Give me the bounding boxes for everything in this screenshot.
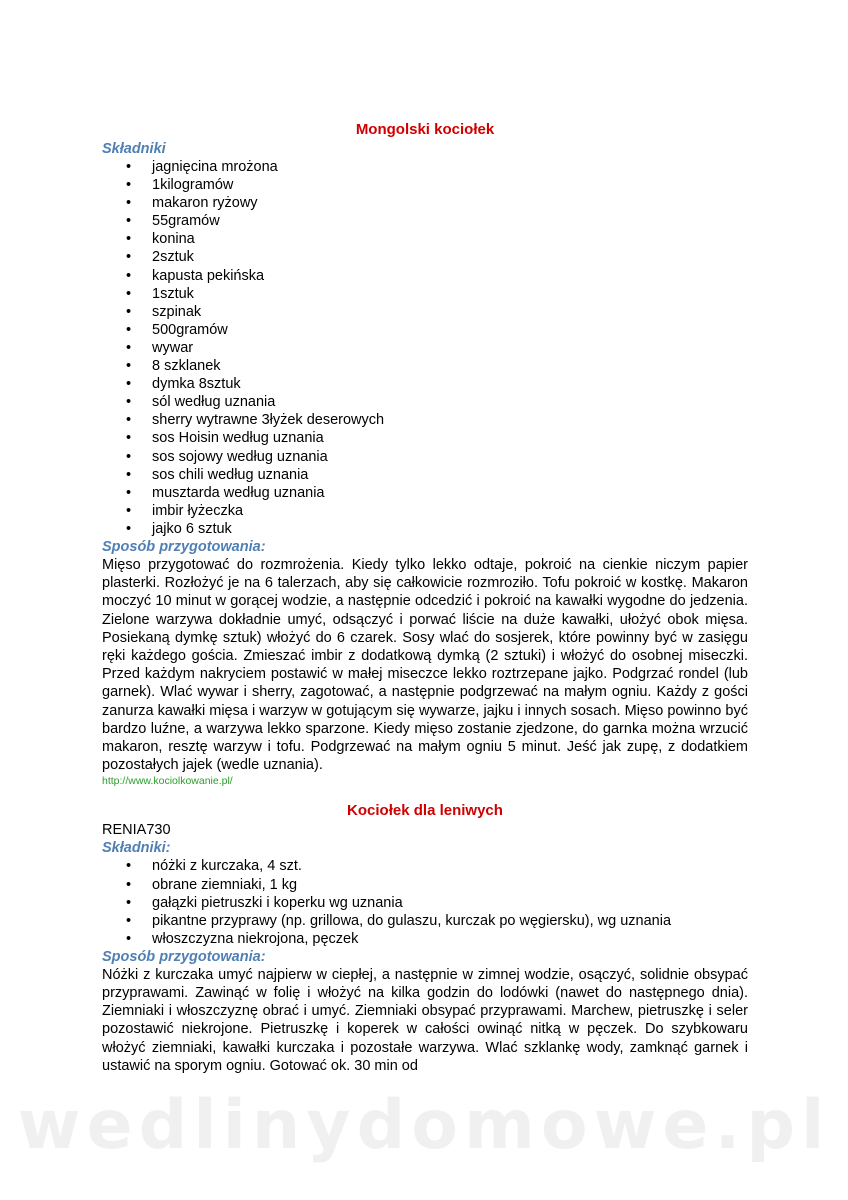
- ingredient-item: • gałązki pietruszki i koperku wg uznania: [102, 894, 748, 912]
- recipe1-ingredients-list: [102, 158, 748, 538]
- watermark: wedlinydomowe.pl: [17, 1086, 831, 1165]
- ingredient-item: • obrane ziemniaki, 1 kg: [102, 876, 748, 894]
- ingredient-item: • sos sojowy według uznania: [102, 448, 748, 466]
- recipe2-method-text: Nóżki z kurczaka umyć najpierw w ciepłej, a następnie w zimnej wodzie, osączyć, solidnie obsypać przyprawami. Zawinąć w folię i włożyć na kilka godzin do lodówki (nawet do następnego dnia). Ziemniaki i włoszczyznę obrać i umyć. Ziemniaki obsypać przyprawami. Marchew, pietruszkę i seler pozostawić niekrojone. Pietruszkę i koperek w całości owinąć nitką w pęczek. Do szybkowaru włożyć ziemniaki, kawałki kurczaka i pozostałe warzywa. Wlać szklankę wody, zamknąć garnek i ustawić na sporym ogniu. Gotować ok. 30 min od: [102, 966, 748, 1074]
- ingredient-item: • 1kilogramów: [102, 176, 748, 194]
- ingredient-item: • kapusta pekińska: [102, 267, 748, 285]
- ingredient-item: • włoszczyzna niekrojona, pęczek: [102, 930, 748, 948]
- ingredient-item: • imbir łyżeczka: [102, 502, 748, 520]
- ingredient-item: • wywar: [102, 339, 748, 357]
- recipe2-title: Kociołek dla leniwych: [347, 802, 503, 820]
- recipe2-method-heading: Sposób przygotowania:: [102, 948, 266, 965]
- ingredient-item: • 2sztuk: [102, 248, 748, 266]
- ingredient-item: • sól według uznania: [102, 393, 748, 411]
- ingredient-item: • 1sztuk: [102, 285, 748, 303]
- recipe2-author: RENIA730: [102, 822, 171, 839]
- recipe1-method-heading: Sposób przygotowania:: [102, 538, 266, 555]
- ingredient-item: • 55gramów: [102, 212, 748, 230]
- recipe2-ingredients-list: [102, 857, 748, 947]
- ingredient-item: • sos chili według uznania: [102, 466, 748, 484]
- ingredient-item: • jagnięcina mrożona: [102, 158, 748, 176]
- ingredient-item: • szpinak: [102, 303, 748, 321]
- ingredient-item: • sos Hoisin według uznania: [102, 429, 748, 447]
- recipe1-title: Mongolski kociołek: [355, 121, 495, 138]
- recipe1-ingredients-heading: Składniki: [102, 141, 166, 157]
- ingredient-item: • dymka 8sztuk: [102, 375, 748, 393]
- ingredient-item: • nóżki z kurczaka, 4 szt.: [102, 857, 748, 875]
- ingredient-item: • sherry wytrawne 3łyżek deserowych: [102, 411, 748, 429]
- recipe2-ingredients-heading: Składniki:: [102, 840, 171, 857]
- ingredient-item: • jajko 6 sztuk: [102, 520, 748, 538]
- ingredient-item: • makaron ryżowy: [102, 194, 748, 212]
- ingredient-item: • musztarda według uznania: [102, 484, 748, 502]
- ingredient-item: • 500gramów: [102, 321, 748, 339]
- ingredient-item: • konina: [102, 230, 748, 248]
- ingredient-item: • pikantne przyprawy (np. grillowa, do gulaszu, kurczak po węgiersku), wg uznania: [102, 912, 748, 930]
- document-page: [102, 120, 748, 1075]
- recipe1-source-link[interactable]: http://www.kociolkowanie.pl/: [102, 775, 233, 788]
- ingredient-item: • 8 szklanek: [102, 357, 748, 375]
- recipe1-method-text: Mięso przygotować do rozmrożenia. Kiedy tylko lekko odtaje, pokroić na cienkie niczym papier plasterki. Rozłożyć je na 6 talerzach, aby się całkowicie rozmroziło. Tofu pokroić w kostkę. Makaron moczyć 10 minut w gorącej wodzie, a następnie odcedzić i pokroić na kawałki wygodne do jedzenia. Zielone warzywa dokładnie umyć, odsączyć i porwać liście na duże kawałki, ułożyć obok mięsa. Posiekaną dymkę sztuk) włożyć do 6 czarek. Sosy wlać do sosjerek, które powinny być w zasięgu ręki każdego gościa. Zmieszać imbir z dodatkową dymką (2 sztuki) i włożyć do osobnej miseczki. Przed każdym nakryciem postawić w małej miseczce lekko roztrzepane jajko. Podgrzać rondel (lub garnek). Wlać wywar i sherry, zagotować, a następnie podgrzewać na małym ogniu. Każdy z gości zanurza kawałki mięsa i warzyw w gotującym się wywarze, jajku i innych sosach. Mięso powinno być bardzo luźne, a warzywa lekko sparzone. Kiedy mięso zostanie zjedzone, do garnka można wrzucić makaron, resztę warzyw i tofu. Podgrzewać na małym ogniu 5 minut. Jeść jak zupę, z dodatkiem pozostałych jajek (wedle uznania).: [102, 556, 748, 774]
